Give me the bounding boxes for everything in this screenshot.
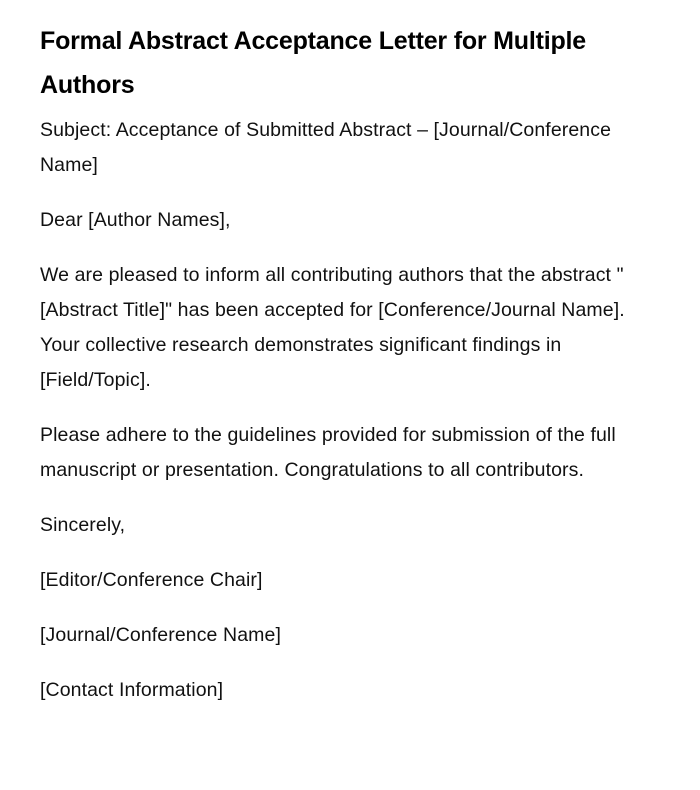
- body-paragraph-acceptance: We are pleased to inform all contributing authors that the abstract "[Abstract Title]" has been accepted for [Conference/Journal Name]. Your collective research demonstrates significant findings in [Field/Topic].: [40, 264, 625, 391]
- signature-contact: [Contact Information]: [40, 679, 224, 701]
- signature-organization: [Journal/Conference Name]: [40, 624, 281, 646]
- body-paragraph-guidelines: Please adhere to the guidelines provided for submission of the full manuscript or presentation. Congratulations to all contributors.: [40, 424, 616, 481]
- closing: Sincerely,: [40, 514, 126, 536]
- subject-line: Subject: Acceptance of Submitted Abstract – [Journal/Conference Name]: [40, 119, 612, 176]
- salutation: Dear [Author Names],: [40, 209, 231, 231]
- document-title: Formal Abstract Acceptance Letter for Multiple Authors: [40, 27, 587, 99]
- signature-name: [Editor/Conference Chair]: [40, 569, 263, 591]
